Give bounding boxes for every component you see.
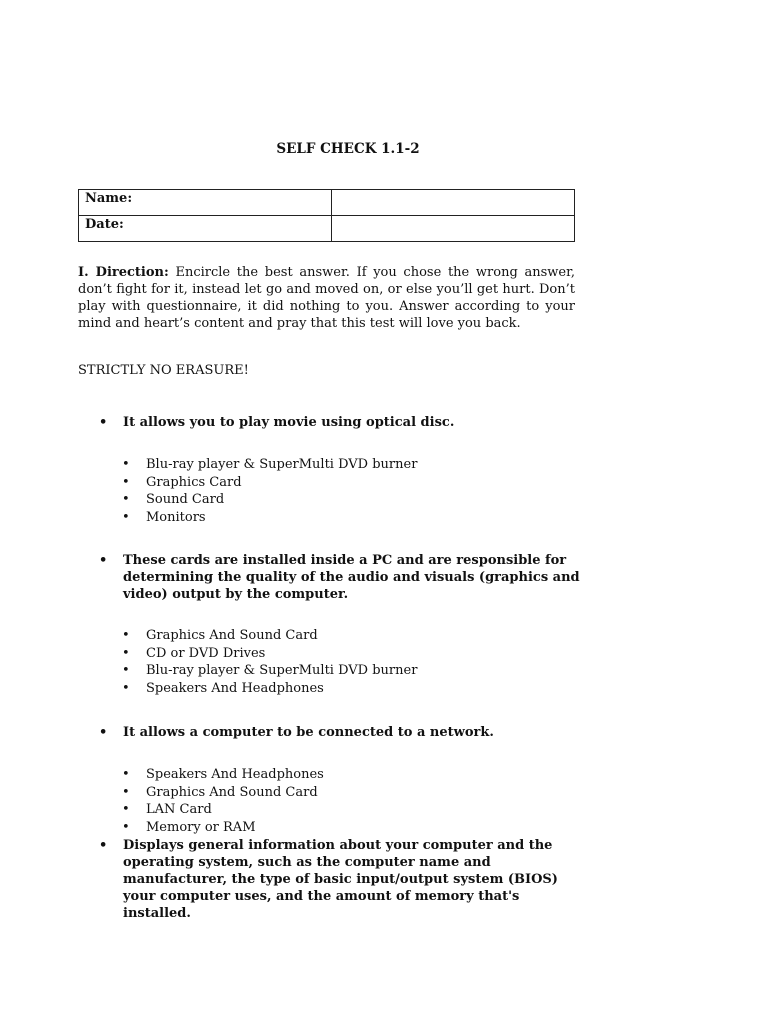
option-item[interactable]: • Memory or RAM xyxy=(146,819,324,837)
question-1-options xyxy=(146,456,417,526)
direction-text: Encircle the best answer. If you chose the wrong answer, don’t fight for it, instead let go and moved on, or else you’ll get hurt. Don’t play with questionnaire, it did nothing to you. Answer according to your mind and heart’s content and pray that this test will love you back. xyxy=(78,265,575,331)
option-item[interactable]: • Graphics Card xyxy=(146,474,417,492)
name-label: Name: xyxy=(79,190,332,216)
question-3: • It allows a computer to be connected to a network. xyxy=(123,724,583,741)
option-item[interactable]: • Sound Card xyxy=(146,491,417,509)
question-3-options xyxy=(146,766,324,836)
option-item[interactable]: • Blu-ray player & SuperMulti DVD burner xyxy=(146,456,417,474)
name-field[interactable] xyxy=(332,190,575,216)
option-item[interactable]: • Speakers And Headphones xyxy=(146,766,324,784)
date-row xyxy=(79,216,575,242)
info-table xyxy=(78,189,575,242)
date-label: Date: xyxy=(79,216,332,242)
option-item[interactable]: • LAN Card xyxy=(146,801,324,819)
name-row xyxy=(79,190,575,216)
option-item[interactable]: • Speakers And Headphones xyxy=(146,680,417,698)
question-4: • Displays general information about your computer and the operating system, such as the computer name and manufacturer, the type of basic input/output system (BIOS) your computer uses, and the amount of memory that's installed. xyxy=(123,837,563,922)
direction-label: I. Direction: xyxy=(78,265,169,280)
date-field[interactable] xyxy=(332,216,575,242)
option-item[interactable]: • Monitors xyxy=(146,509,417,527)
option-item[interactable]: • Graphics And Sound Card xyxy=(146,784,324,802)
question-1: • It allows you to play movie using optical disc. xyxy=(123,414,583,431)
page-title: SELF CHECK 1.1-2 xyxy=(276,141,420,157)
option-item[interactable]: • Blu-ray player & SuperMulti DVD burner xyxy=(146,662,417,680)
option-item[interactable]: • Graphics And Sound Card xyxy=(146,627,417,645)
option-item[interactable]: • CD or DVD Drives xyxy=(146,645,417,663)
no-erasure-warning: STRICTLY NO ERASURE! xyxy=(78,363,249,378)
direction-paragraph xyxy=(78,264,575,332)
question-2-options xyxy=(146,627,417,697)
question-2: • These cards are installed inside a PC and are responsible for determining the quality of the audio and visuals (graphics and video) output by the computer. xyxy=(123,552,583,603)
